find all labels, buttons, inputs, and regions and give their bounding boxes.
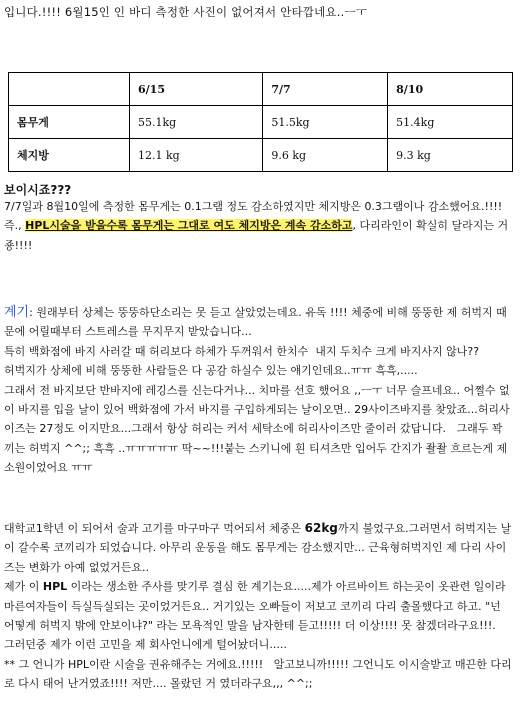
paragraph-text: , 다리라인이 확실히 달라지는 거죵!!!! (4, 219, 509, 252)
table-cell: 51.4kg (388, 106, 513, 139)
paragraph-story (4, 519, 512, 694)
table-cell: 51.5kg (263, 106, 388, 139)
paragraph-text: 까지 불었구요.그러면서 허벅지는 날이 갈수록 코끼리가 되었습니다. 아무리 운동을 해도 몸무게는 감소했지만... 근육형허벅지인 제 다리 사이즈는 변화가 아예 없었거든요.. 제가 이 (4, 522, 512, 594)
table-row (9, 106, 513, 139)
weight-emphasis: 62kg (304, 521, 338, 535)
column-header-6-15: 6/15 (130, 73, 263, 106)
row-label-body-fat: 체지방 (9, 139, 130, 172)
paragraph-text: 7/7일과 8월10일에 측정한 몸무게는 0.1그램 정도 감소하였지만 체지방은 0.3그램이나 감소했어요.!!!! 즉., (4, 200, 503, 233)
highlighted-text: HPL시술을 받을수록 몸무게는 그대로 여도 체지방은 계속 감소하고 (25, 219, 353, 233)
paragraph-motivation (4, 303, 512, 478)
intro-line: 입니다.!!!! 6월15인 인 바디 측정한 사진이 없어져서 안타깝네요..ㅡㅜ (4, 5, 368, 19)
table-cell: 9.6 kg (263, 139, 388, 172)
subheading: 보이시죠??? (4, 183, 72, 197)
paragraph-text: : 원래부터 상체는 뚱뚱하단소리는 못 듣고 살았었는데요. 유독 !!!! 체중에 비해 뚱뚱한 제 허벅지 때문에 어릴때부터 스트레스를 무지무지 받았습니다... 특히 백화점에 바지 사러갈 때 허리보다 하체가 두꺼워서 한치수 내지 두치수 크게 바지사지 않나?? 허벅지가 상체에 비해 뚱뚱한 사람들은 다 공감 하실수 있는 얘기인데요..ㅠㅠ 흑흑,..... 그래서 전 바지보단 반바지에 레깅스를 신는다거나... 치마를 선호 했어요 ,,ㅡㅜ 너무 슬프네요.. 어쩔수 없이 바지를 입을 날이 있어 백화점에 가서 바지를 구입하게되는 날이오면.. 29사이즈바지를 찾았죠...허리사이즈는 27정도 이지만요...그래서 항상 허리는 커서 세탁소에 허리사이즈만 줄이러 갔답니다. 그래두 꽉끼는 허벅지 ^^;; 흑흑 ..ㅠㅠㅠㅠㅠ 딱~~!!!붙는 스키니에 흰 티셔츠만 입어두 간지가 좔좔 흐르는게 제소원이었어요 ㅠㅠ (4, 306, 510, 475)
paragraph-result (4, 197, 512, 255)
column-header-8-10: 8/10 (388, 73, 513, 106)
table-cell: 55.1kg (130, 106, 263, 139)
table-cell: 12.1 kg (130, 139, 263, 172)
table-header-row (9, 73, 513, 106)
table-corner-cell (9, 73, 130, 106)
table-row (9, 139, 513, 172)
hpl-emphasis: HPL (42, 580, 68, 594)
paragraph-text: 대학교1학년 이 되어서 술과 고기를 마구마구 먹어되서 체중은 (4, 522, 305, 535)
measurement-table (8, 72, 513, 172)
paragraph-text: 이라는 생소한 주사를 맞기루 결심 한 계기는요.....제가 아르바이트 하는곳이 옷관련 일이라 마른여자들이 득실득실되는 곳이었거든요.. 거기있는 오빠들이 저보고 코끼리 다리 출몰했다고 하고. "넌 어떻게 허벅지 밖에 안보이냐?" 라는 모욕적인 말을 남자한테 듣고!!!!! 더 이상!!!! 못 참겠더라구요!!!. 그러던중 제가 이런 고민을 제 회사언니에게 털어놨더니..... ** 그 언니가 HPL이란 시술을 권유해주는 거에요.!!!!! 알고보니까!!!!! 그언니도 이시술받고 매끈한 다리로 다시 태어 난거였죠!!!! 저만.... 몰랐던 거 였더라구요,,, ^^;; (4, 580, 512, 691)
table-cell: 9.3 kg (388, 139, 513, 172)
section-label: 계기 (4, 305, 30, 320)
row-label-weight: 몸무게 (9, 106, 130, 139)
column-header-7-7: 7/7 (263, 73, 388, 106)
